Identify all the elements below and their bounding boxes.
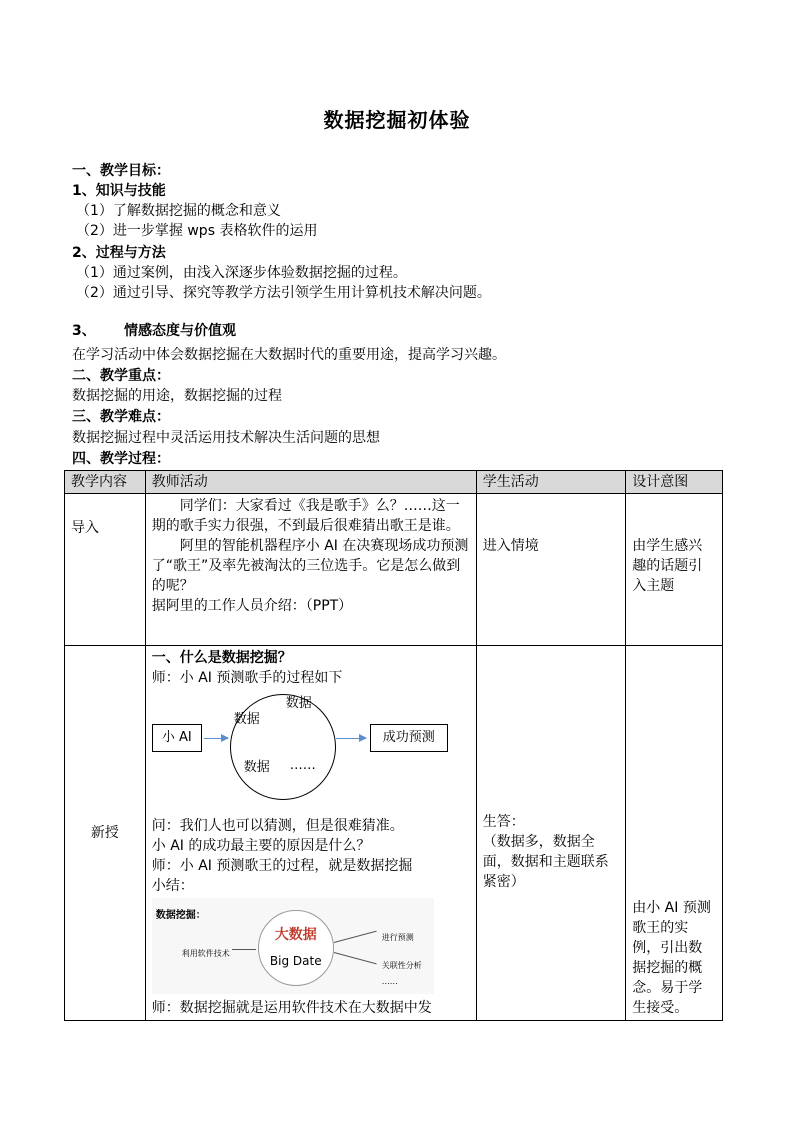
row1-teacher-p1: 同学们：大家看过《我是歌手》么？……这一期的歌手实力很强，不到最后很难猜出歌王是谁。 bbox=[151, 498, 460, 534]
row2-content: 新授 bbox=[65, 646, 146, 1021]
knowledge-item-2: （2）进一步掌握 wps 表格软件的运用 bbox=[76, 223, 318, 239]
row2-student bbox=[476, 646, 626, 1021]
header-teacher: 教师活动 bbox=[145, 471, 476, 494]
process-heading: 2、过程与方法 bbox=[72, 245, 166, 261]
circle-text-3: 数据 bbox=[243, 760, 270, 775]
big-data-circle bbox=[258, 910, 334, 986]
right-box-success: 成功预测 bbox=[370, 724, 448, 752]
summary-center-en: Big Date bbox=[269, 954, 322, 968]
process-item-1: （1）通过案例，由浅入深逐步体验数据挖掘的过程。 bbox=[76, 265, 407, 281]
emotion-heading: 情感态度与价值观 bbox=[124, 323, 236, 339]
header-student: 学生活动 bbox=[476, 471, 626, 494]
circle-text-1: 数据 bbox=[285, 696, 312, 711]
row2-teacher-q1: 问：我们人也可以猜测，但是很难猜准。 bbox=[151, 818, 404, 834]
summary-label: 数据挖掘： bbox=[155, 910, 206, 921]
prediction-flow-diagram bbox=[152, 694, 462, 812]
header-content: 教学内容 bbox=[65, 471, 146, 494]
process-table-heading: 四、教学过程： bbox=[72, 451, 170, 467]
knowledge-heading: 1、知识与技能 bbox=[72, 183, 166, 199]
row1-content: 导入 bbox=[65, 494, 146, 646]
arrow-right-icon bbox=[204, 738, 228, 739]
arrow-right-icon bbox=[336, 738, 366, 739]
arrow-right-icon bbox=[232, 949, 256, 950]
row2-teacher-q4: 小结： bbox=[151, 878, 194, 894]
summary-center-cn: 大数据 bbox=[274, 927, 317, 943]
summary-right-2: 关联性分析 bbox=[381, 961, 422, 970]
difficulty-text: 数据挖掘过程中灵活运用技术解决生活问题的思想 bbox=[72, 430, 380, 446]
table-header-row bbox=[65, 471, 723, 494]
left-box-ai: 小 AI bbox=[152, 724, 202, 752]
row2-teacher-heading: 一、什么是数据挖掘？ bbox=[151, 650, 292, 666]
key-heading: 二、教学重点： bbox=[72, 368, 170, 384]
row1-teacher bbox=[145, 494, 476, 646]
table-row bbox=[65, 494, 723, 646]
row2-student-label: 生答： bbox=[482, 814, 525, 830]
document-title: 数据挖掘初体验 bbox=[323, 108, 471, 132]
knowledge-item-1: （1）了解数据挖掘的概念和意义 bbox=[76, 203, 281, 219]
summary-right-3: …… bbox=[381, 977, 398, 986]
process-item-2: （2）通过引导、探究等教学方法引领学生用计算机技术解决问题。 bbox=[76, 285, 491, 301]
summary-right-1: 进行预测 bbox=[381, 933, 414, 942]
row2-intent: 由小 AI 预测歌王的实例，引出数据挖掘的概念。易于学生接受。 bbox=[626, 646, 723, 1021]
row1-intent: 由学生感兴趣的话题引入主题 bbox=[626, 494, 723, 646]
emotion-number: 3、 bbox=[72, 323, 96, 339]
circle-text-4: …… bbox=[289, 758, 316, 773]
row1-student: 进入情境 bbox=[476, 494, 626, 646]
row2-teacher-last: 师：数据挖掘就是运用软件技术在大数据中发 bbox=[151, 1000, 432, 1016]
row2-teacher-q2: 小 AI 的成功最主要的原因是什么？ bbox=[151, 838, 371, 854]
key-text: 数据挖掘的用途，数据挖掘的过程 bbox=[72, 388, 282, 404]
arrow-right-icon bbox=[334, 931, 377, 943]
arrow-right-icon bbox=[334, 952, 377, 964]
circle-text-2: 数据 bbox=[233, 712, 260, 727]
row1-teacher-p3: 据阿里的工作人员介绍：（PPT） bbox=[151, 598, 353, 614]
summary-diagram bbox=[152, 898, 434, 994]
teaching-process-table bbox=[64, 470, 723, 1021]
row1-teacher-p2: 阿里的智能机器程序小 AI 在决赛现场成功预测了“歌王”及率先被淘汰的三位选手。它是怎么做到的呢？ bbox=[151, 538, 469, 594]
row2-teacher bbox=[145, 646, 476, 1021]
summary-left-text: 利用软件技术 bbox=[181, 949, 230, 958]
goals-heading: 一、教学目标： bbox=[72, 163, 170, 179]
emotion-text: 在学习活动中体会数据挖掘在大数据时代的重要用途，提高学习兴趣。 bbox=[72, 347, 506, 363]
table-row bbox=[65, 646, 723, 1021]
header-intent: 设计意图 bbox=[626, 471, 723, 494]
row2-teacher-q3: 师：小 AI 预测歌王的过程，就是数据挖掘 bbox=[151, 858, 413, 874]
difficulty-heading: 三、教学难点： bbox=[72, 409, 170, 425]
row2-teacher-line1: 师：小 AI 预测歌手的过程如下 bbox=[151, 670, 343, 686]
row2-student-text: （数据多，数据全面，数据和主题联系紧密） bbox=[482, 834, 609, 890]
